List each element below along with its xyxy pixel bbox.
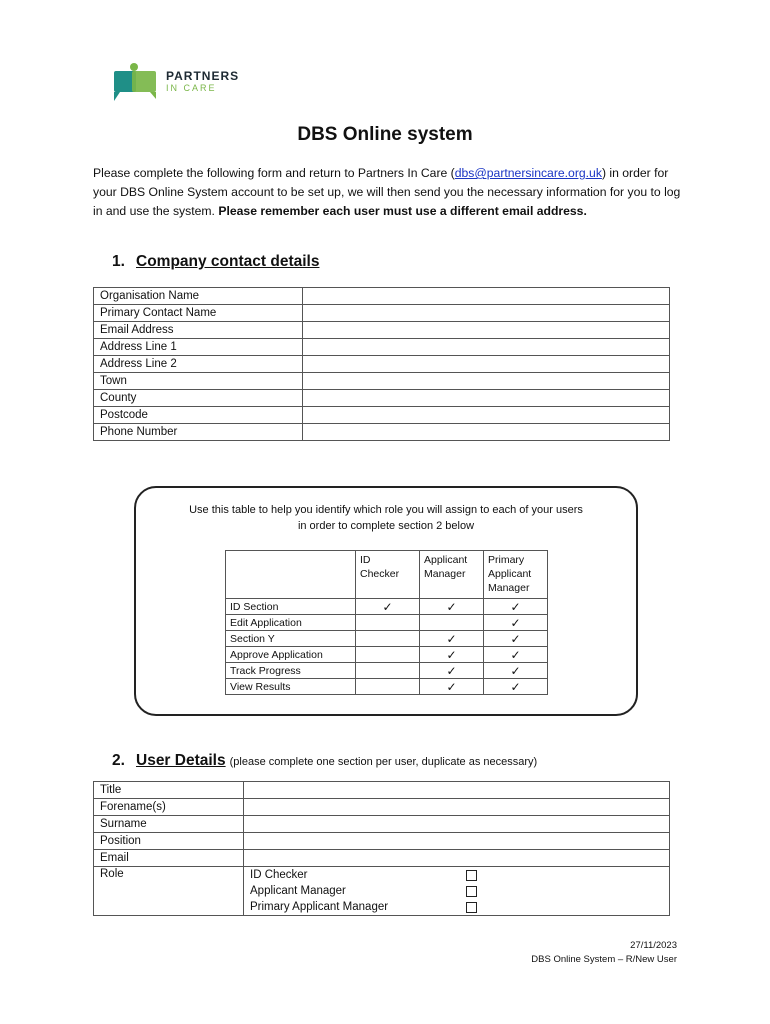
company-field-input[interactable]	[303, 288, 670, 305]
company-field-row	[94, 356, 670, 373]
company-field-row	[94, 373, 670, 390]
roles-header-row	[226, 551, 548, 599]
user-field-row	[94, 816, 670, 833]
tick-icon: ✓	[420, 647, 484, 663]
roles-intro	[136, 502, 636, 534]
roles-row	[226, 663, 548, 679]
roles-row	[226, 615, 548, 631]
section1-number: 1.	[112, 253, 125, 270]
section2-title: User Details	[136, 752, 226, 769]
user-field-label: Role	[94, 867, 244, 916]
section1-title: Company contact details	[136, 253, 320, 270]
section2-number: 2.	[112, 752, 125, 769]
page-title: DBS Online system	[297, 124, 473, 145]
company-field-row	[94, 288, 670, 305]
tick-icon: ✓	[484, 599, 548, 615]
logo-subtitle: IN CARE	[166, 83, 217, 93]
tick-icon: ✓	[484, 663, 548, 679]
roles-intro-line2: in order to complete section 2 below	[297, 520, 475, 532]
role-checkbox[interactable]	[466, 902, 477, 913]
user-details-table	[93, 781, 670, 916]
tick-icon: ✓	[356, 599, 420, 615]
tick-icon: ✓	[484, 615, 548, 631]
partners-in-care-logo	[112, 62, 239, 102]
user-field-input[interactable]	[244, 850, 670, 867]
intro-text: Please complete the following form and return to Partners In Care (	[93, 166, 455, 180]
company-field-row	[94, 424, 670, 441]
roles-info-box	[134, 486, 638, 716]
logo-mark-icon	[112, 62, 158, 102]
user-field-input[interactable]	[244, 799, 670, 816]
user-field-label: Title	[94, 782, 244, 799]
company-field-input[interactable]	[303, 322, 670, 339]
role-options-cell	[244, 867, 670, 916]
tick-icon	[356, 631, 420, 647]
roles-row-label: ID Section	[226, 599, 356, 615]
company-field-input[interactable]	[303, 407, 670, 424]
company-field-row	[94, 322, 670, 339]
roles-row-label: Edit Application	[226, 615, 356, 631]
roles-row-label: Approve Application	[226, 647, 356, 663]
role-checkbox[interactable]	[466, 870, 477, 881]
company-field-input[interactable]	[303, 339, 670, 356]
section2-heading	[112, 752, 537, 770]
company-field-input[interactable]	[303, 390, 670, 407]
company-field-label: Email Address	[94, 322, 303, 339]
company-field-input[interactable]	[303, 373, 670, 390]
user-field-label: Position	[94, 833, 244, 850]
section2-note: (please complete one section per user, duplicate as necessary)	[229, 756, 538, 768]
tick-icon: ✓	[484, 679, 548, 695]
company-field-label: Town	[94, 373, 303, 390]
footer-doc-ref: DBS Online System – R/New User	[531, 954, 677, 965]
role-checkbox[interactable]	[466, 886, 477, 897]
footer	[531, 939, 677, 967]
company-details-table	[93, 287, 670, 441]
tick-icon	[356, 647, 420, 663]
company-field-input[interactable]	[303, 305, 670, 322]
role-option-label: ID Checker	[250, 868, 308, 881]
user-field-row	[94, 833, 670, 850]
user-field-row	[94, 850, 670, 867]
user-field-row	[94, 799, 670, 816]
company-field-label: County	[94, 390, 303, 407]
user-field-input[interactable]	[244, 833, 670, 850]
company-field-row	[94, 305, 670, 322]
roles-row-label: View Results	[226, 679, 356, 695]
roles-row	[226, 647, 548, 663]
company-field-row	[94, 407, 670, 424]
tick-icon: ✓	[420, 631, 484, 647]
company-field-input[interactable]	[303, 424, 670, 441]
roles-table	[225, 550, 548, 695]
tick-icon: ✓	[420, 663, 484, 679]
role-option-label: Applicant Manager	[250, 884, 346, 897]
email-link[interactable]: dbs@partnersincare.org.uk	[454, 166, 602, 180]
intro-warning: Please remember each user must use a different email address.	[218, 204, 587, 218]
tick-icon	[356, 663, 420, 679]
user-field-row	[94, 867, 670, 916]
tick-icon	[356, 679, 420, 695]
roles-row	[226, 631, 548, 647]
footer-date: 27/11/2023	[630, 940, 677, 951]
role-option	[250, 899, 663, 915]
company-field-label: Organisation Name	[94, 288, 303, 305]
tick-icon	[420, 615, 484, 631]
company-field-row	[94, 339, 670, 356]
company-field-label: Address Line 1	[94, 339, 303, 356]
user-field-label: Surname	[94, 816, 244, 833]
logo-name: PARTNERS	[166, 69, 240, 83]
tick-icon	[356, 615, 420, 631]
tick-icon: ✓	[484, 647, 548, 663]
role-option	[250, 883, 663, 899]
roles-col-primary-applicant-manager: Primary Applicant Manager	[484, 551, 548, 599]
tick-icon: ✓	[420, 599, 484, 615]
user-field-input[interactable]	[244, 816, 670, 833]
company-field-label: Phone Number	[94, 424, 303, 441]
roles-col-id-checker: ID Checker	[356, 551, 420, 599]
user-field-label: Email	[94, 850, 244, 867]
role-option-label: Primary Applicant Manager	[250, 900, 389, 913]
roles-row-label: Track Progress	[226, 663, 356, 679]
roles-row	[226, 599, 548, 615]
roles-row-label: Section Y	[226, 631, 356, 647]
company-field-label: Postcode	[94, 407, 303, 424]
section1-heading	[112, 253, 319, 271]
roles-row	[226, 679, 548, 695]
roles-header-corner	[226, 551, 356, 599]
roles-col-applicant-manager: Applicant Manager	[420, 551, 484, 599]
user-field-input[interactable]	[244, 782, 670, 799]
tick-icon: ✓	[484, 631, 548, 647]
tick-icon: ✓	[420, 679, 484, 695]
roles-intro-line1: Use this table to help you identify which role you will assign to each of your users	[189, 504, 583, 516]
role-option	[250, 867, 663, 883]
company-field-row	[94, 390, 670, 407]
company-field-input[interactable]	[303, 356, 670, 373]
company-field-label: Address Line 2	[94, 356, 303, 373]
intro-paragraph	[93, 164, 683, 221]
user-field-label: Forename(s)	[94, 799, 244, 816]
user-field-row	[94, 782, 670, 799]
intro-text-continued: ) in order for your DBS Online System account to be set up, we will then send you the necessary information for you to log in and use the system.	[93, 166, 681, 218]
company-field-label: Primary Contact Name	[94, 305, 303, 322]
